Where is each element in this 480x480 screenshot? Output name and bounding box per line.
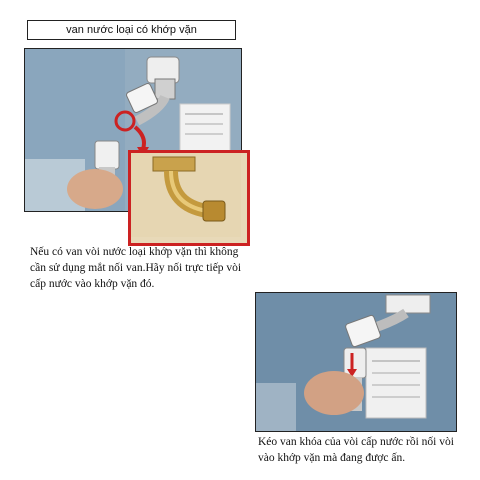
section-title	[27, 20, 236, 40]
caption-bottom: Kéo van khóa của vòi cấp nước rồi nối vòi vào khớp vặn mà đang được ấn.	[258, 436, 454, 464]
joint-closeup-inset	[128, 150, 250, 246]
faucet-photo-2-drawing	[256, 293, 456, 431]
section-title-text: van nước loại có khớp vặn	[66, 24, 197, 36]
joint-closeup-drawing	[131, 153, 241, 237]
caption-top: Nếu có van vòi nước loại khớp vặn thì không cần sử dụng mắt nối van.Hãy nối trực tiếp vòi cấp nước vào khớp vặn đó.	[30, 246, 242, 290]
faucet-photo-2	[255, 292, 457, 432]
